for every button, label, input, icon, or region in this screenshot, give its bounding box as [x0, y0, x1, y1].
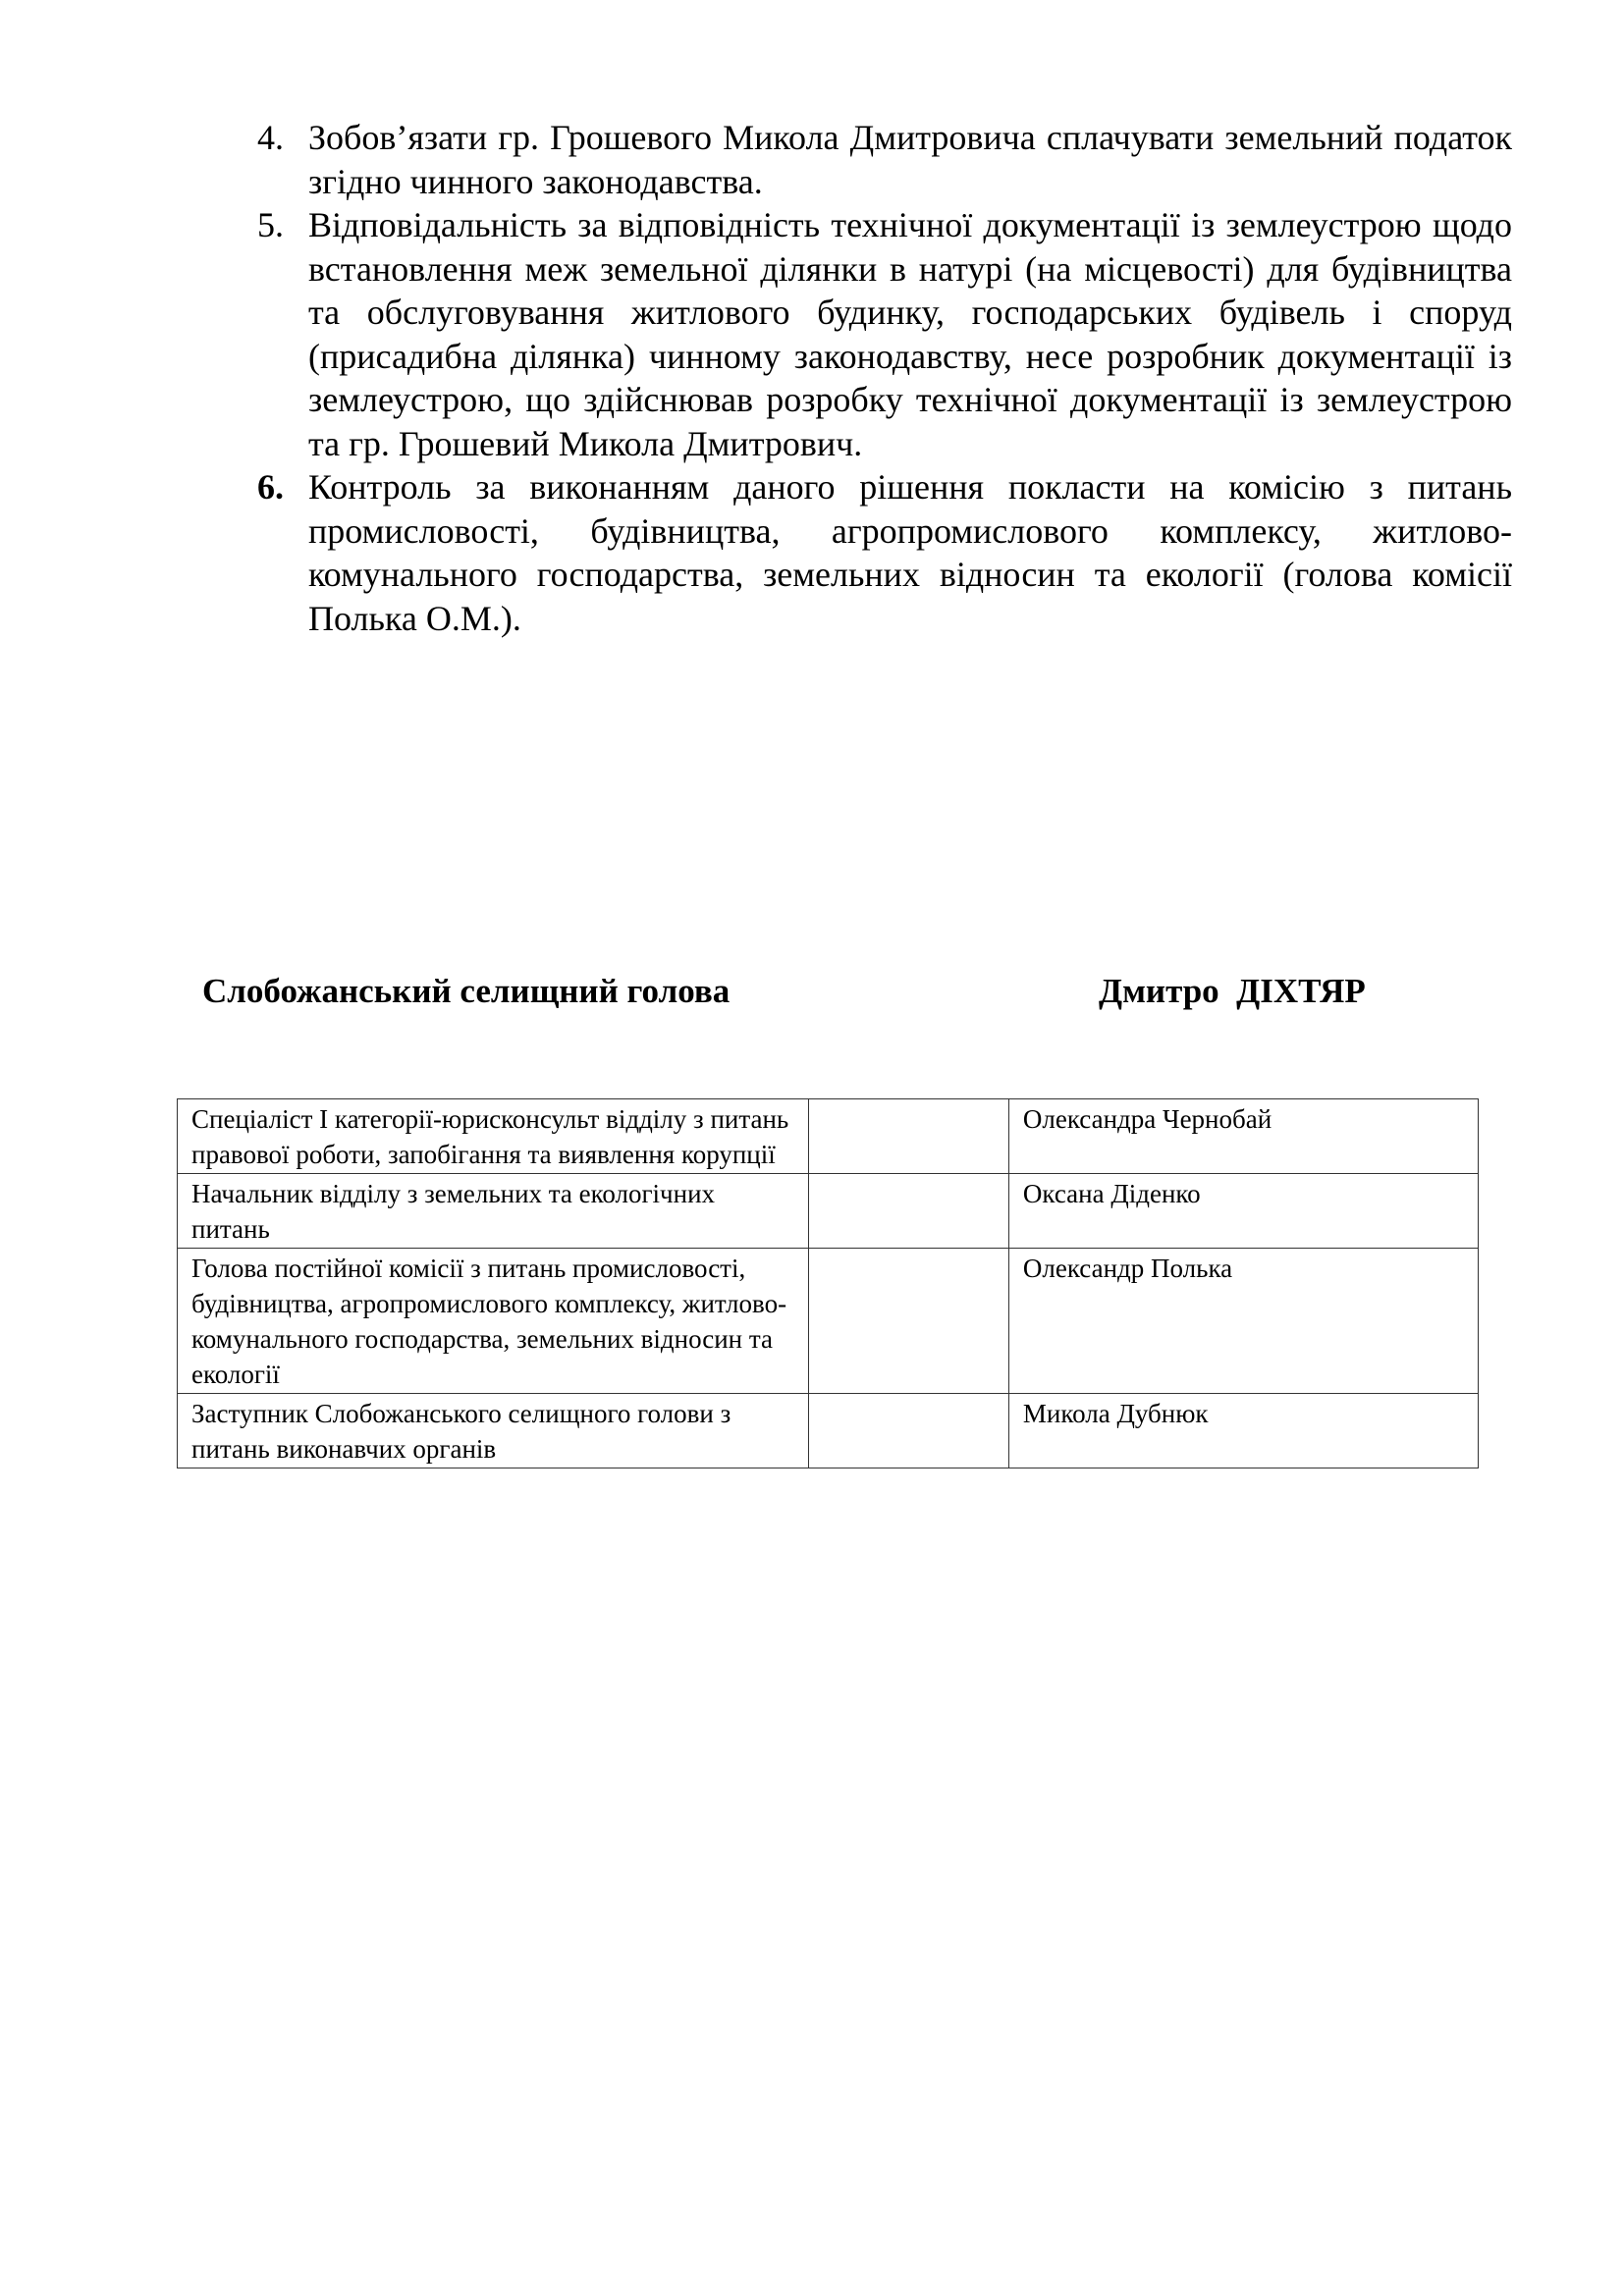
- approver-name: Оксана Діденко: [1008, 1174, 1478, 1249]
- table-row: [178, 1174, 1479, 1249]
- item-text: Контроль за виконанням даного рішення покласти на комісію з питань промисловості, будівництва, агропромислового комплексу, житлово-комунального господарства, земельних відносин та екології (голова комісії Полька О.М.).: [308, 467, 1512, 638]
- approver-signature-cell: [808, 1099, 1008, 1174]
- approver-position: Начальник відділу з земельних та екологічних питань: [178, 1174, 809, 1249]
- approver-position: Голова постійної комісії з питань промисловості, будівництва, агропромислового комплексу, житлово-комунального господарства, земельних відносин та екології: [178, 1249, 809, 1394]
- signature-block: [202, 972, 1400, 1021]
- approver-name: Микола Дубнюк: [1008, 1394, 1478, 1468]
- item-number: 5.: [257, 205, 284, 244]
- approvals-table: [177, 1098, 1479, 1468]
- item-text: Відповідальність за відповідність технічної документації із землеустрою щодо встановлення меж земельної ділянки в натурі (на місцевості) для будівництва та обслуговування житлового будинку, господарських будівель і споруд (присадибна ділянка) чинному законодавству, несе розробник документації із землеустрою, що здійснював розробку технічної документації із землеустрою та гр. Грошевий Микола Дмитрович.: [308, 205, 1512, 463]
- signatory-title: Слобожанський селищний голова: [202, 972, 731, 1010]
- decision-item-4: [257, 116, 1512, 203]
- decision-item-6: [257, 465, 1512, 640]
- decision-item-5: [257, 203, 1512, 465]
- item-text: Зобов’язати гр. Грошевого Микола Дмитровича сплачувати земельний податок згідно чинного законодавства.: [308, 118, 1512, 201]
- approver-signature-cell: [808, 1174, 1008, 1249]
- decision-items-list: [257, 116, 1512, 640]
- item-number: 4.: [257, 118, 284, 157]
- approver-name: Олександр Полька: [1008, 1249, 1478, 1394]
- table-row: [178, 1099, 1479, 1174]
- item-number: 6.: [257, 467, 284, 507]
- signatory-name: Дмитро ДІХТЯР: [1099, 972, 1366, 1010]
- approver-position: Спеціаліст І категорії-юрисконсульт відділу з питань правової роботи, запобігання та виявлення корупції: [178, 1099, 809, 1174]
- table-row: [178, 1249, 1479, 1394]
- table-row: [178, 1394, 1479, 1468]
- approver-name: Олександра Чернобай: [1008, 1099, 1478, 1174]
- approver-position: Заступник Слобожанського селищного голови з питань виконавчих органів: [178, 1394, 809, 1468]
- approver-signature-cell: [808, 1394, 1008, 1468]
- approver-signature-cell: [808, 1249, 1008, 1394]
